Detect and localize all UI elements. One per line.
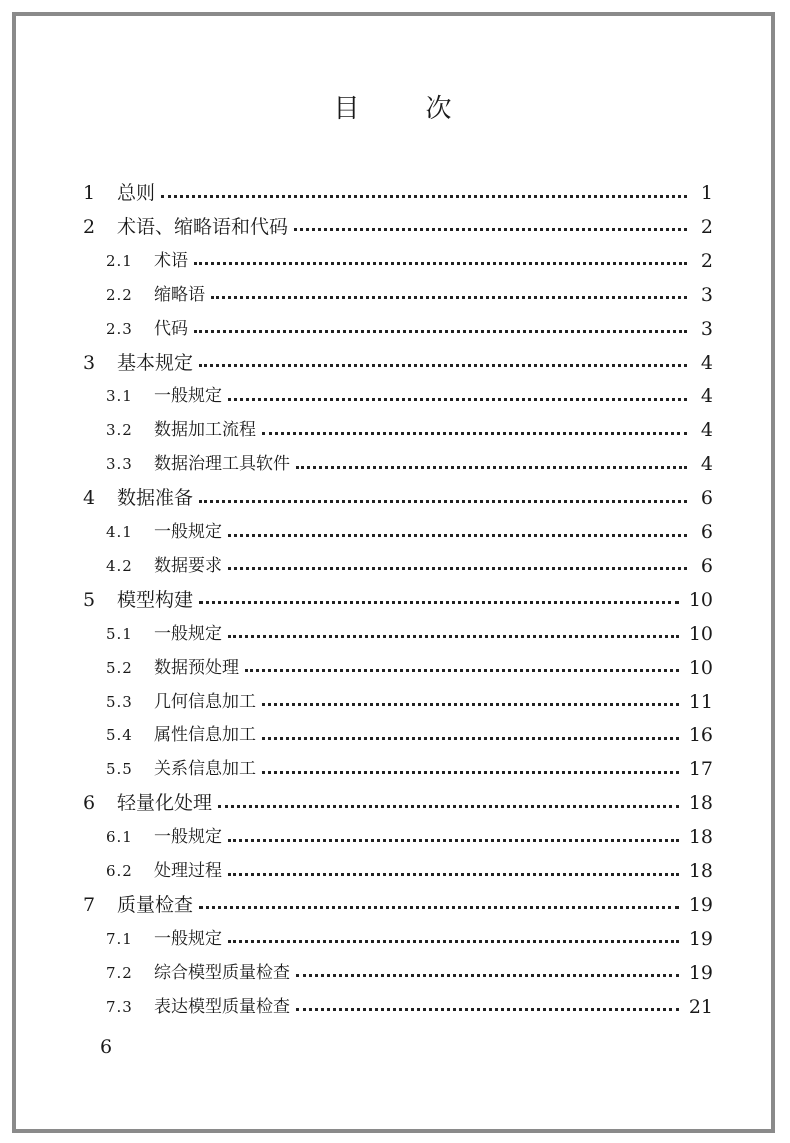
- toc-entry[interactable]: [106, 447, 713, 481]
- toc-entry-label: 几何信息加工: [154, 691, 256, 712]
- toc-entry-page: 10: [688, 656, 713, 679]
- toc-entry[interactable]: [83, 346, 713, 380]
- dot-leader: [228, 398, 687, 401]
- toc-entry-number: 3.2: [106, 421, 133, 440]
- toc-entry-page: 10: [688, 622, 713, 645]
- toc-entry-label: 术语、缩略语和代码: [117, 215, 289, 238]
- toc-title-part2: 次: [425, 94, 454, 124]
- dot-leader: [296, 974, 679, 977]
- toc-entry-label: 模型构建: [117, 588, 194, 611]
- toc-entry-label: 数据加工流程: [154, 420, 256, 441]
- toc-entry[interactable]: [83, 583, 713, 617]
- toc-entry-number: 4: [83, 487, 96, 510]
- toc-entry-number: 7: [83, 893, 96, 916]
- dot-leader: [211, 296, 687, 299]
- toc-entry[interactable]: [106, 549, 713, 583]
- toc-entry[interactable]: [106, 922, 713, 956]
- toc-entry-page: 10: [688, 588, 713, 611]
- toc-entry[interactable]: [106, 651, 713, 685]
- toc-entry-page: 4: [700, 351, 713, 374]
- dot-leader: [218, 805, 679, 808]
- toc-entry-label: 一般规定: [154, 827, 222, 848]
- toc-entry-label: 一般规定: [154, 623, 222, 644]
- toc-entry-label: 术语: [154, 250, 188, 271]
- toc-entry-page: 19: [688, 893, 713, 916]
- dot-leader: [228, 839, 679, 842]
- toc-entry-label: 基本规定: [117, 351, 194, 374]
- toc-entry-label: 处理过程: [154, 861, 222, 881]
- toc-entry[interactable]: [106, 617, 713, 651]
- dot-leader: [228, 567, 687, 570]
- toc-entry[interactable]: [106, 752, 713, 786]
- toc-title-part1: 目: [333, 94, 362, 124]
- toc-entry-label: 数据预处理: [154, 657, 239, 678]
- toc-entry[interactable]: [106, 718, 713, 752]
- toc-entry-label: 数据要求: [154, 555, 222, 576]
- toc-entry-number: 5.4: [106, 726, 133, 745]
- toc-entry-page: 19: [688, 927, 713, 950]
- dot-leader: [199, 364, 687, 367]
- toc-entry-label: 一般规定: [154, 386, 222, 407]
- toc-entry-number: 3.3: [106, 455, 133, 474]
- toc-entry-number: 7.2: [106, 963, 133, 982]
- dot-leader: [296, 1008, 679, 1011]
- toc-entry-label: 数据治理工具软件: [154, 454, 290, 475]
- toc-entry-page: 19: [688, 961, 713, 984]
- toc-entry-page: 16: [688, 724, 713, 747]
- toc-entry-page: 3: [700, 317, 713, 340]
- toc-entry-label: 代码: [154, 318, 188, 339]
- toc-entry[interactable]: [106, 413, 713, 447]
- toc-entry-label: 属性信息加工: [154, 725, 256, 746]
- dot-leader: [228, 534, 687, 537]
- toc-entry[interactable]: [83, 481, 713, 515]
- toc-entry-number: 6.1: [106, 828, 133, 847]
- toc-entry-page: 17: [688, 758, 713, 781]
- toc-entry-number: 7.3: [106, 997, 133, 1016]
- toc-entry-number: 6: [83, 792, 96, 815]
- toc-entry-label: 质量检查: [117, 893, 194, 916]
- dot-leader: [194, 330, 687, 333]
- toc-entry-label: 综合模型质量检查: [154, 962, 290, 983]
- toc-entry-page: 3: [700, 283, 713, 306]
- toc-entry-number: 6.2: [106, 862, 133, 880]
- toc-entry-number: 3: [83, 351, 96, 374]
- toc-entry-number: 2.1: [106, 251, 133, 270]
- toc-entry-number: 5.1: [106, 624, 133, 643]
- page-number: 6: [100, 1036, 113, 1058]
- toc-entry-page: 6: [700, 521, 713, 543]
- toc-entry[interactable]: [106, 854, 713, 888]
- toc-entry-number: 3.1: [106, 387, 133, 406]
- toc-entry[interactable]: [106, 244, 713, 278]
- toc-entry-page: 6: [700, 487, 713, 510]
- toc-entry[interactable]: [106, 379, 713, 413]
- toc-entry-page: 21: [688, 995, 713, 1018]
- toc-entry-page: 18: [688, 860, 713, 882]
- toc-entry-page: 6: [700, 554, 713, 577]
- dot-leader: [228, 635, 679, 638]
- toc-entry-page: 18: [688, 792, 713, 815]
- toc-entry[interactable]: [83, 176, 713, 210]
- toc-entry-number: 5.3: [106, 692, 133, 711]
- toc-entry-number: 5.5: [106, 760, 133, 779]
- toc-entry-page: 4: [700, 453, 713, 476]
- dot-leader: [262, 737, 679, 740]
- dot-leader: [245, 669, 679, 672]
- toc-entry[interactable]: [83, 786, 713, 820]
- toc-entry-label: 缩略语: [154, 284, 205, 305]
- toc-entry-number: 5: [83, 588, 96, 611]
- toc-entry-label: 一般规定: [154, 928, 222, 949]
- toc-entry-number: 7.1: [106, 929, 133, 948]
- document-page: [12, 12, 775, 1133]
- toc-entry-number: 1: [83, 182, 96, 204]
- dot-leader: [294, 228, 687, 231]
- dot-leader: [199, 601, 679, 604]
- toc-entry[interactable]: [106, 990, 713, 1024]
- toc-entry-number: 5.2: [106, 658, 133, 677]
- dot-leader: [194, 262, 687, 265]
- toc-entry-page: 18: [688, 826, 713, 849]
- toc-entry-number: 2.2: [106, 285, 133, 304]
- toc-entry-label: 数据准备: [117, 487, 194, 510]
- toc-entry-label: 表达模型质量检查: [154, 996, 290, 1017]
- dot-leader: [262, 771, 679, 774]
- toc-entry-label: 关系信息加工: [154, 759, 256, 780]
- dot-leader: [228, 873, 679, 876]
- dot-leader: [228, 940, 679, 943]
- dot-leader: [199, 500, 687, 503]
- toc-entry-label: 轻量化处理: [117, 792, 213, 815]
- toc-entry-page: 4: [700, 419, 713, 442]
- toc-entry-page: 1: [700, 182, 713, 204]
- toc-entry[interactable]: [106, 685, 713, 719]
- toc-entry[interactable]: [106, 515, 713, 549]
- dot-leader: [161, 195, 687, 198]
- toc-entry-label: 一般规定: [154, 522, 222, 542]
- dot-leader: [262, 432, 687, 435]
- dot-leader: [199, 906, 679, 909]
- toc-entry-page: 2: [700, 215, 713, 238]
- toc-entry-page: 4: [700, 385, 713, 408]
- toc-entry[interactable]: [106, 278, 713, 312]
- toc-title: [16, 88, 771, 125]
- dot-leader: [262, 703, 679, 706]
- dot-leader: [296, 466, 687, 469]
- toc-entry[interactable]: [106, 312, 713, 346]
- toc-entry-number: 2.3: [106, 319, 133, 338]
- toc-entry[interactable]: [106, 956, 713, 990]
- toc-entry[interactable]: [83, 210, 713, 244]
- toc-entry[interactable]: [83, 888, 713, 922]
- toc-entry-number: 4.2: [106, 556, 133, 575]
- toc-entry-label: 总则: [117, 182, 156, 204]
- toc-entry-number: 4.1: [106, 523, 133, 541]
- toc-entry-page: 2: [700, 249, 713, 272]
- toc-entry[interactable]: [106, 820, 713, 854]
- toc-entry-number: 2: [83, 215, 96, 238]
- toc-entry-page: 11: [688, 690, 713, 713]
